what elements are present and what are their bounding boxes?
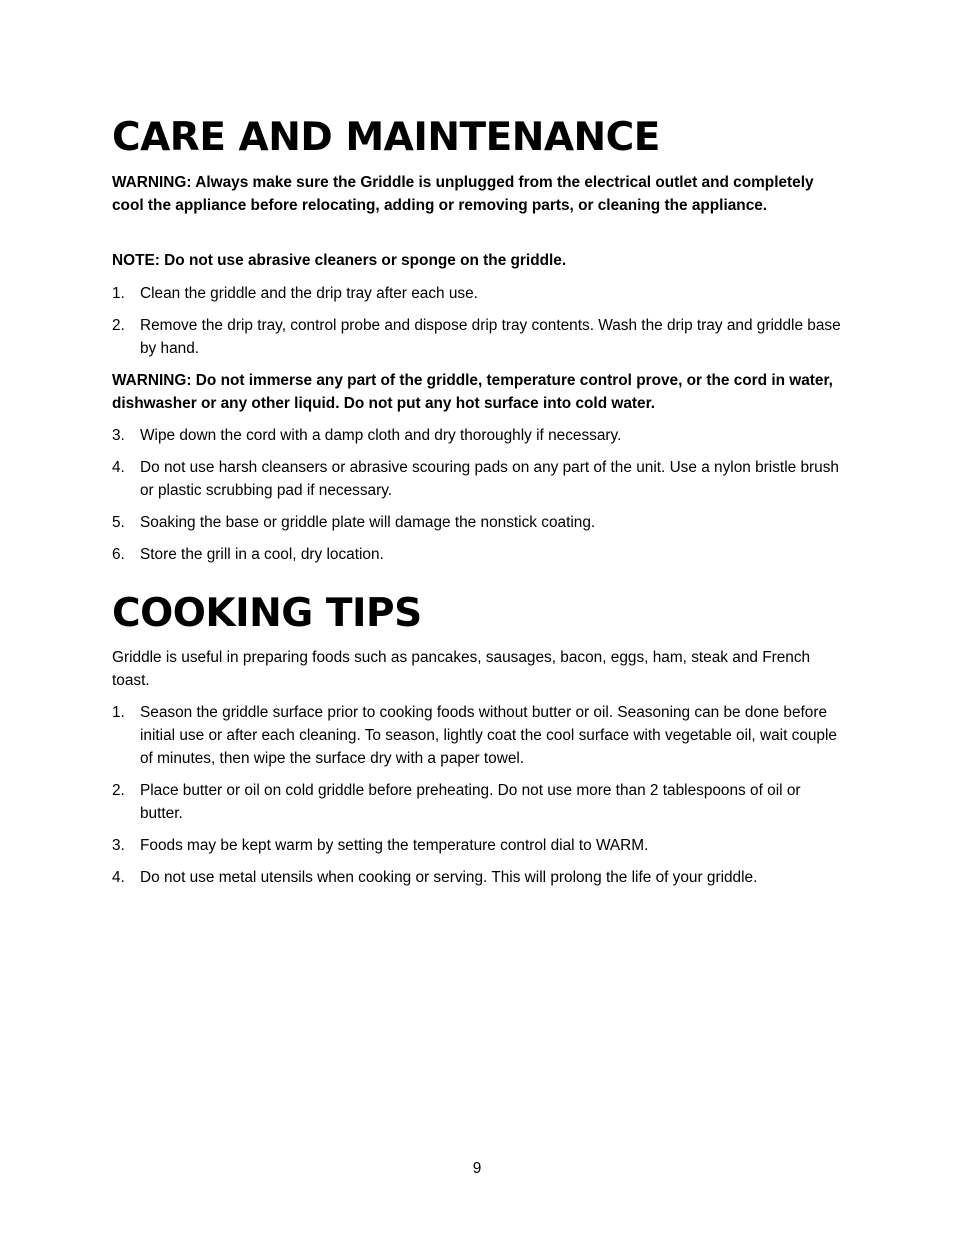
list-number: 1.: [112, 704, 125, 721]
list-item: [112, 779, 842, 825]
list-number: 4.: [112, 459, 125, 476]
list-text: Soaking the base or griddle plate will damage the nonstick coating.: [140, 514, 596, 531]
list-item: [112, 314, 842, 360]
list-item: [112, 424, 842, 447]
list-number: 3.: [112, 837, 125, 854]
warning-immerse: WARNING: Do not immerse any part of the griddle, temperature control prove, or the cord in water, dishwasher or any other liquid. Do not put any hot surface into cold water.: [112, 372, 833, 412]
list-text: Place butter or oil on cold griddle before preheating. Do not use more than 2 tablespoons of oil or butter.: [140, 782, 801, 822]
care-list-b: [112, 424, 842, 575]
list-number: 2.: [112, 782, 125, 799]
list-item: [112, 511, 842, 534]
cooking-list: [112, 701, 842, 898]
list-text: Wipe down the cord with a damp cloth and dry thoroughly if necessary.: [140, 427, 622, 444]
list-text: Foods may be kept warm by setting the temperature control dial to WARM.: [140, 837, 649, 854]
cooking-intro: Griddle is useful in preparing foods such as pancakes, sausages, bacon, eggs, ham, steak and French toast.: [112, 649, 811, 689]
list-text: Do not use harsh cleansers or abrasive scouring pads on any part of the unit. Use a nylon bristle brush or plastic scrubbing pad if necessary.: [140, 459, 839, 499]
list-text: Remove the drip tray, control probe and dispose drip tray contents. Wash the drip tray and griddle base by hand.: [140, 317, 841, 357]
list-text: Store the grill in a cool, dry location.: [140, 546, 384, 563]
care-maintenance-heading: CARE AND MAINTENANCE: [112, 115, 660, 160]
list-text: Do not use metal utensils when cooking or serving. This will prolong the life of your griddle.: [140, 869, 758, 886]
care-list-a: [112, 282, 842, 369]
list-item: [112, 701, 842, 770]
list-number: 1.: [112, 285, 125, 302]
list-item: [112, 866, 842, 889]
list-text: Clean the griddle and the drip tray after each use.: [140, 285, 478, 302]
list-item: [112, 456, 842, 502]
list-number: 2.: [112, 317, 125, 334]
list-item: [112, 282, 842, 305]
note-abrasive: NOTE: Do not use abrasive cleaners or sponge on the griddle.: [112, 252, 567, 269]
cooking-tips-heading: COOKING TIPS: [112, 591, 422, 636]
warning-unplug: WARNING: Always make sure the Griddle is unplugged from the electrical outlet and completely cool the appliance before relocating, adding or removing parts, or cleaning the appliance.: [112, 174, 814, 214]
list-number: 4.: [112, 869, 125, 886]
list-number: 3.: [112, 427, 125, 444]
list-number: 6.: [112, 546, 125, 563]
list-item: [112, 834, 842, 857]
list-text: Season the griddle surface prior to cooking foods without butter or oil. Seasoning can be done before initial use or after each cleaning. To season, lightly coat the cool surface with vegetable oil, wait couple of minutes, then wipe the surface dry with a paper towel.: [140, 704, 837, 767]
page-number: 9: [472, 1160, 482, 1177]
list-item: [112, 543, 842, 566]
list-number: 5.: [112, 514, 125, 531]
